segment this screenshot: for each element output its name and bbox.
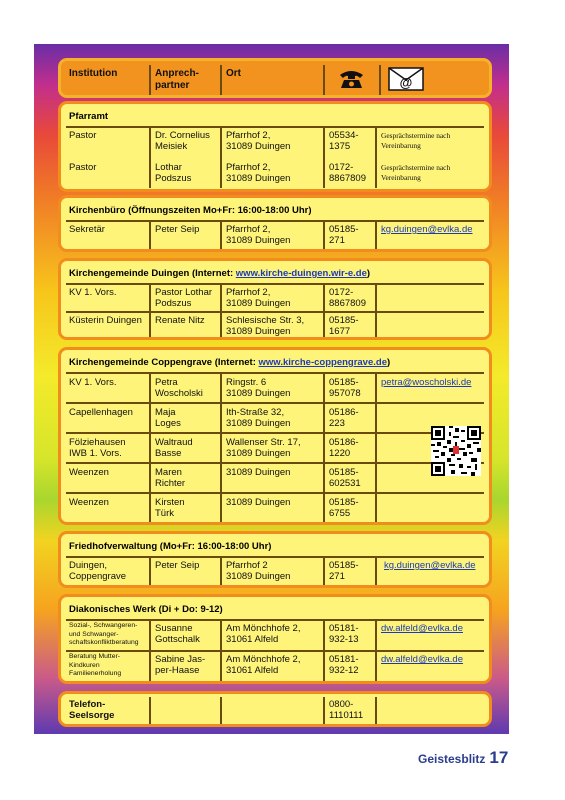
row-note: Vereinbarung <box>381 141 421 150</box>
row-phone: 6755 <box>329 508 351 519</box>
row-address: 31089 Duingen <box>226 173 291 184</box>
section-title: Kirchengemeinde Duingen (Internet: www.kirche-duingen.wir-e.de) <box>69 268 371 279</box>
row-name: Türk <box>155 508 174 519</box>
row-address: Am Mönchhofe 2, <box>226 623 301 634</box>
section-title: Kirchengemeinde Coppengrave (Internet: www.kirche-coppengrave.de) <box>69 357 391 368</box>
row-phone: 05185- <box>329 315 359 326</box>
row-phone: 05181- <box>329 654 359 665</box>
row-institution: Weenzen <box>69 497 109 508</box>
row-name: Richter <box>155 478 186 489</box>
row-phone: 1375 <box>329 141 351 152</box>
row-phone: 223 <box>329 418 345 429</box>
row-address: Ringstr. 6 <box>226 377 267 388</box>
row-address: 31089 Duingen <box>226 571 291 582</box>
email-link[interactable]: kg.duingen@evlka.de <box>381 224 473 235</box>
page-footer <box>418 748 508 768</box>
footer-brand: Geistesblitz <box>418 752 486 766</box>
row-address: Pfarrhof 2 <box>226 560 268 571</box>
row-institution: Familienerholung <box>69 670 122 678</box>
row-institution: Duingen, <box>69 560 108 571</box>
row-address: 31089 Duingen <box>226 497 291 508</box>
row-institution: Pastor <box>69 162 97 173</box>
row-note: Gesprächstermine nach <box>381 131 451 140</box>
row-name: Peter Seip <box>155 560 200 571</box>
row-address: 31089 Duingen <box>226 388 291 399</box>
row-address: 31089 Duingen <box>226 298 291 309</box>
row-institution: Telefon- <box>69 699 106 710</box>
section-kirchengemeinde-duingen <box>58 258 492 340</box>
row-institution: Pastor <box>69 130 97 141</box>
row-institution: Coppengrave <box>69 571 127 582</box>
row-phone: 271 <box>329 235 345 246</box>
row-phone: 8867809 <box>329 173 366 184</box>
email-link[interactable]: dw.alfeld@evlka.de <box>381 654 463 665</box>
row-institution: Seelsorge <box>69 710 115 721</box>
row-institution: KV 1. Vors. <box>69 287 117 298</box>
row-phone: 0172- <box>329 162 354 173</box>
row-phone: 05181- <box>329 623 359 634</box>
row-name: Susanne <box>155 623 193 634</box>
section-friedhofverwaltung <box>58 531 492 588</box>
row-phone: 05185- <box>329 377 359 388</box>
row-name: Sabine Jas- <box>155 654 206 665</box>
row-address: 31089 Duingen <box>226 467 291 478</box>
email-envelope-icon <box>388 67 424 96</box>
row-address: Am Mönchhofe 2, <box>226 654 301 665</box>
section-title: Kirchenbüro (Öffnungszeiten Mo+Fr: 16:00-18:00 Uhr) <box>69 205 312 216</box>
row-phone: 05185- <box>329 560 359 571</box>
row-phone: 05534- <box>329 130 359 141</box>
row-institution: Küsterin Duingen <box>69 315 142 326</box>
row-address: Schlesische Str. 3, <box>226 315 305 326</box>
row-address: Ith-Straße 32, <box>226 407 285 418</box>
website-link[interactable]: www.kirche-duingen.wir-e.de <box>235 268 367 279</box>
row-institution: Fölziehausen <box>69 437 126 448</box>
row-phone: 05185- <box>329 224 359 235</box>
row-phone: 05185- <box>329 467 359 478</box>
row-name: Dr. Cornelius <box>155 130 210 141</box>
row-address: 31061 Alfeld <box>226 634 279 645</box>
row-address: 31089 Duingen <box>226 235 291 246</box>
email-link[interactable]: petra@woscholski.de <box>381 377 472 388</box>
row-name: Loges <box>155 418 181 429</box>
row-address: Wallenser Str. 17, <box>226 437 301 448</box>
header-contact-line2: partner <box>155 80 190 91</box>
section-title: Friedhofverwaltung (Mo+Fr: 16:00-18:00 Uhr) <box>69 541 272 552</box>
row-institution: Beratung Mutter- <box>69 653 120 660</box>
row-phone: 8867809 <box>329 298 366 309</box>
row-name: Gottschalk <box>155 634 200 645</box>
row-institution: Sozial-, Schwangeren- <box>69 622 138 629</box>
row-phone: 932-13 <box>329 634 359 645</box>
row-phone: 1677 <box>329 326 351 337</box>
row-phone: 0800- <box>329 699 354 710</box>
row-name: Waltraud <box>155 437 193 448</box>
row-phone: 271 <box>329 571 345 582</box>
row-phone: 05185- <box>329 497 359 508</box>
row-phone: 932-12 <box>329 665 359 676</box>
email-link[interactable]: kg.duingen@evlka.de <box>384 560 476 571</box>
row-address: 31089 Duingen <box>226 418 291 429</box>
row-address: Pfarrhof 2, <box>226 224 271 235</box>
row-name: Maja <box>155 407 176 418</box>
row-name: Peter Seip <box>155 224 200 235</box>
row-name: Kirsten <box>155 497 185 508</box>
section-kirchenbuero <box>58 195 492 252</box>
row-phone: 05186- <box>329 437 359 448</box>
svg-text:@: @ <box>399 75 413 90</box>
section-title: Pfarramt <box>69 111 109 122</box>
row-note: Vereinbarung <box>381 173 421 182</box>
row-name: Podszus <box>155 298 192 309</box>
row-address: 31089 Duingen <box>226 141 291 152</box>
row-institution: KV 1. Vors. <box>69 377 117 388</box>
header-location: Ort <box>226 68 241 79</box>
row-address: Pfarrhof 2, <box>226 287 271 298</box>
row-phone: 957078 <box>329 388 361 399</box>
website-link[interactable]: www.kirche-coppengrave.de <box>258 357 387 368</box>
section-telefonseelsorge <box>58 691 492 727</box>
header-contact-line1: Anprech- <box>155 68 199 79</box>
row-institution: Weenzen <box>69 467 109 478</box>
row-institution: und Schwanger- <box>69 630 119 638</box>
row-phone: 1220 <box>329 448 351 459</box>
row-address: Pfarrhof 2, <box>226 130 271 141</box>
page-number: 17 <box>489 748 509 767</box>
row-name: Lothar <box>155 162 182 173</box>
row-name: Podszus <box>155 173 192 184</box>
row-institution: Sekretär <box>69 224 105 235</box>
row-name: Pastor Lothar <box>155 287 213 298</box>
row-name: Petra <box>155 377 178 388</box>
row-name: Meisiek <box>155 141 188 152</box>
section-title: Diakonisches Werk (Di + Do: 9-12) <box>69 604 223 615</box>
row-phone: 602531 <box>329 478 361 489</box>
row-institution: Capellenhagen <box>69 407 133 418</box>
table-header <box>58 58 492 98</box>
row-phone: 05186- <box>329 407 359 418</box>
section-pfarramt <box>58 101 492 192</box>
row-name: Maren <box>155 467 182 478</box>
row-institution: schaftskonfliktberatung <box>69 639 139 647</box>
row-institution: IWB 1. Vors. <box>69 448 122 459</box>
row-phone: 0172- <box>329 287 354 298</box>
row-name: per-Haase <box>155 665 200 676</box>
row-name: Renate Nitz <box>155 315 205 326</box>
section-diakonisches-werk <box>58 594 492 684</box>
row-address: 31089 Duingen <box>226 448 291 459</box>
row-institution: Kindkuren <box>69 661 100 669</box>
row-address: 31089 Duingen <box>226 326 291 337</box>
row-name: Basse <box>155 448 182 459</box>
qr-code-icon <box>431 426 481 481</box>
row-phone: 1110111 <box>329 710 364 721</box>
telephone-icon <box>338 67 365 94</box>
row-note: Gesprächstermine nach <box>381 163 451 172</box>
header-institution: Institution <box>69 68 118 79</box>
section-kirchengemeinde-coppengrave <box>58 347 492 525</box>
email-link[interactable]: dw.alfeld@evlka.de <box>381 623 463 634</box>
row-address: Pfarrhof 2, <box>226 162 271 173</box>
row-name: Woscholski <box>155 388 203 399</box>
row-address: 31061 Alfeld <box>226 665 279 676</box>
